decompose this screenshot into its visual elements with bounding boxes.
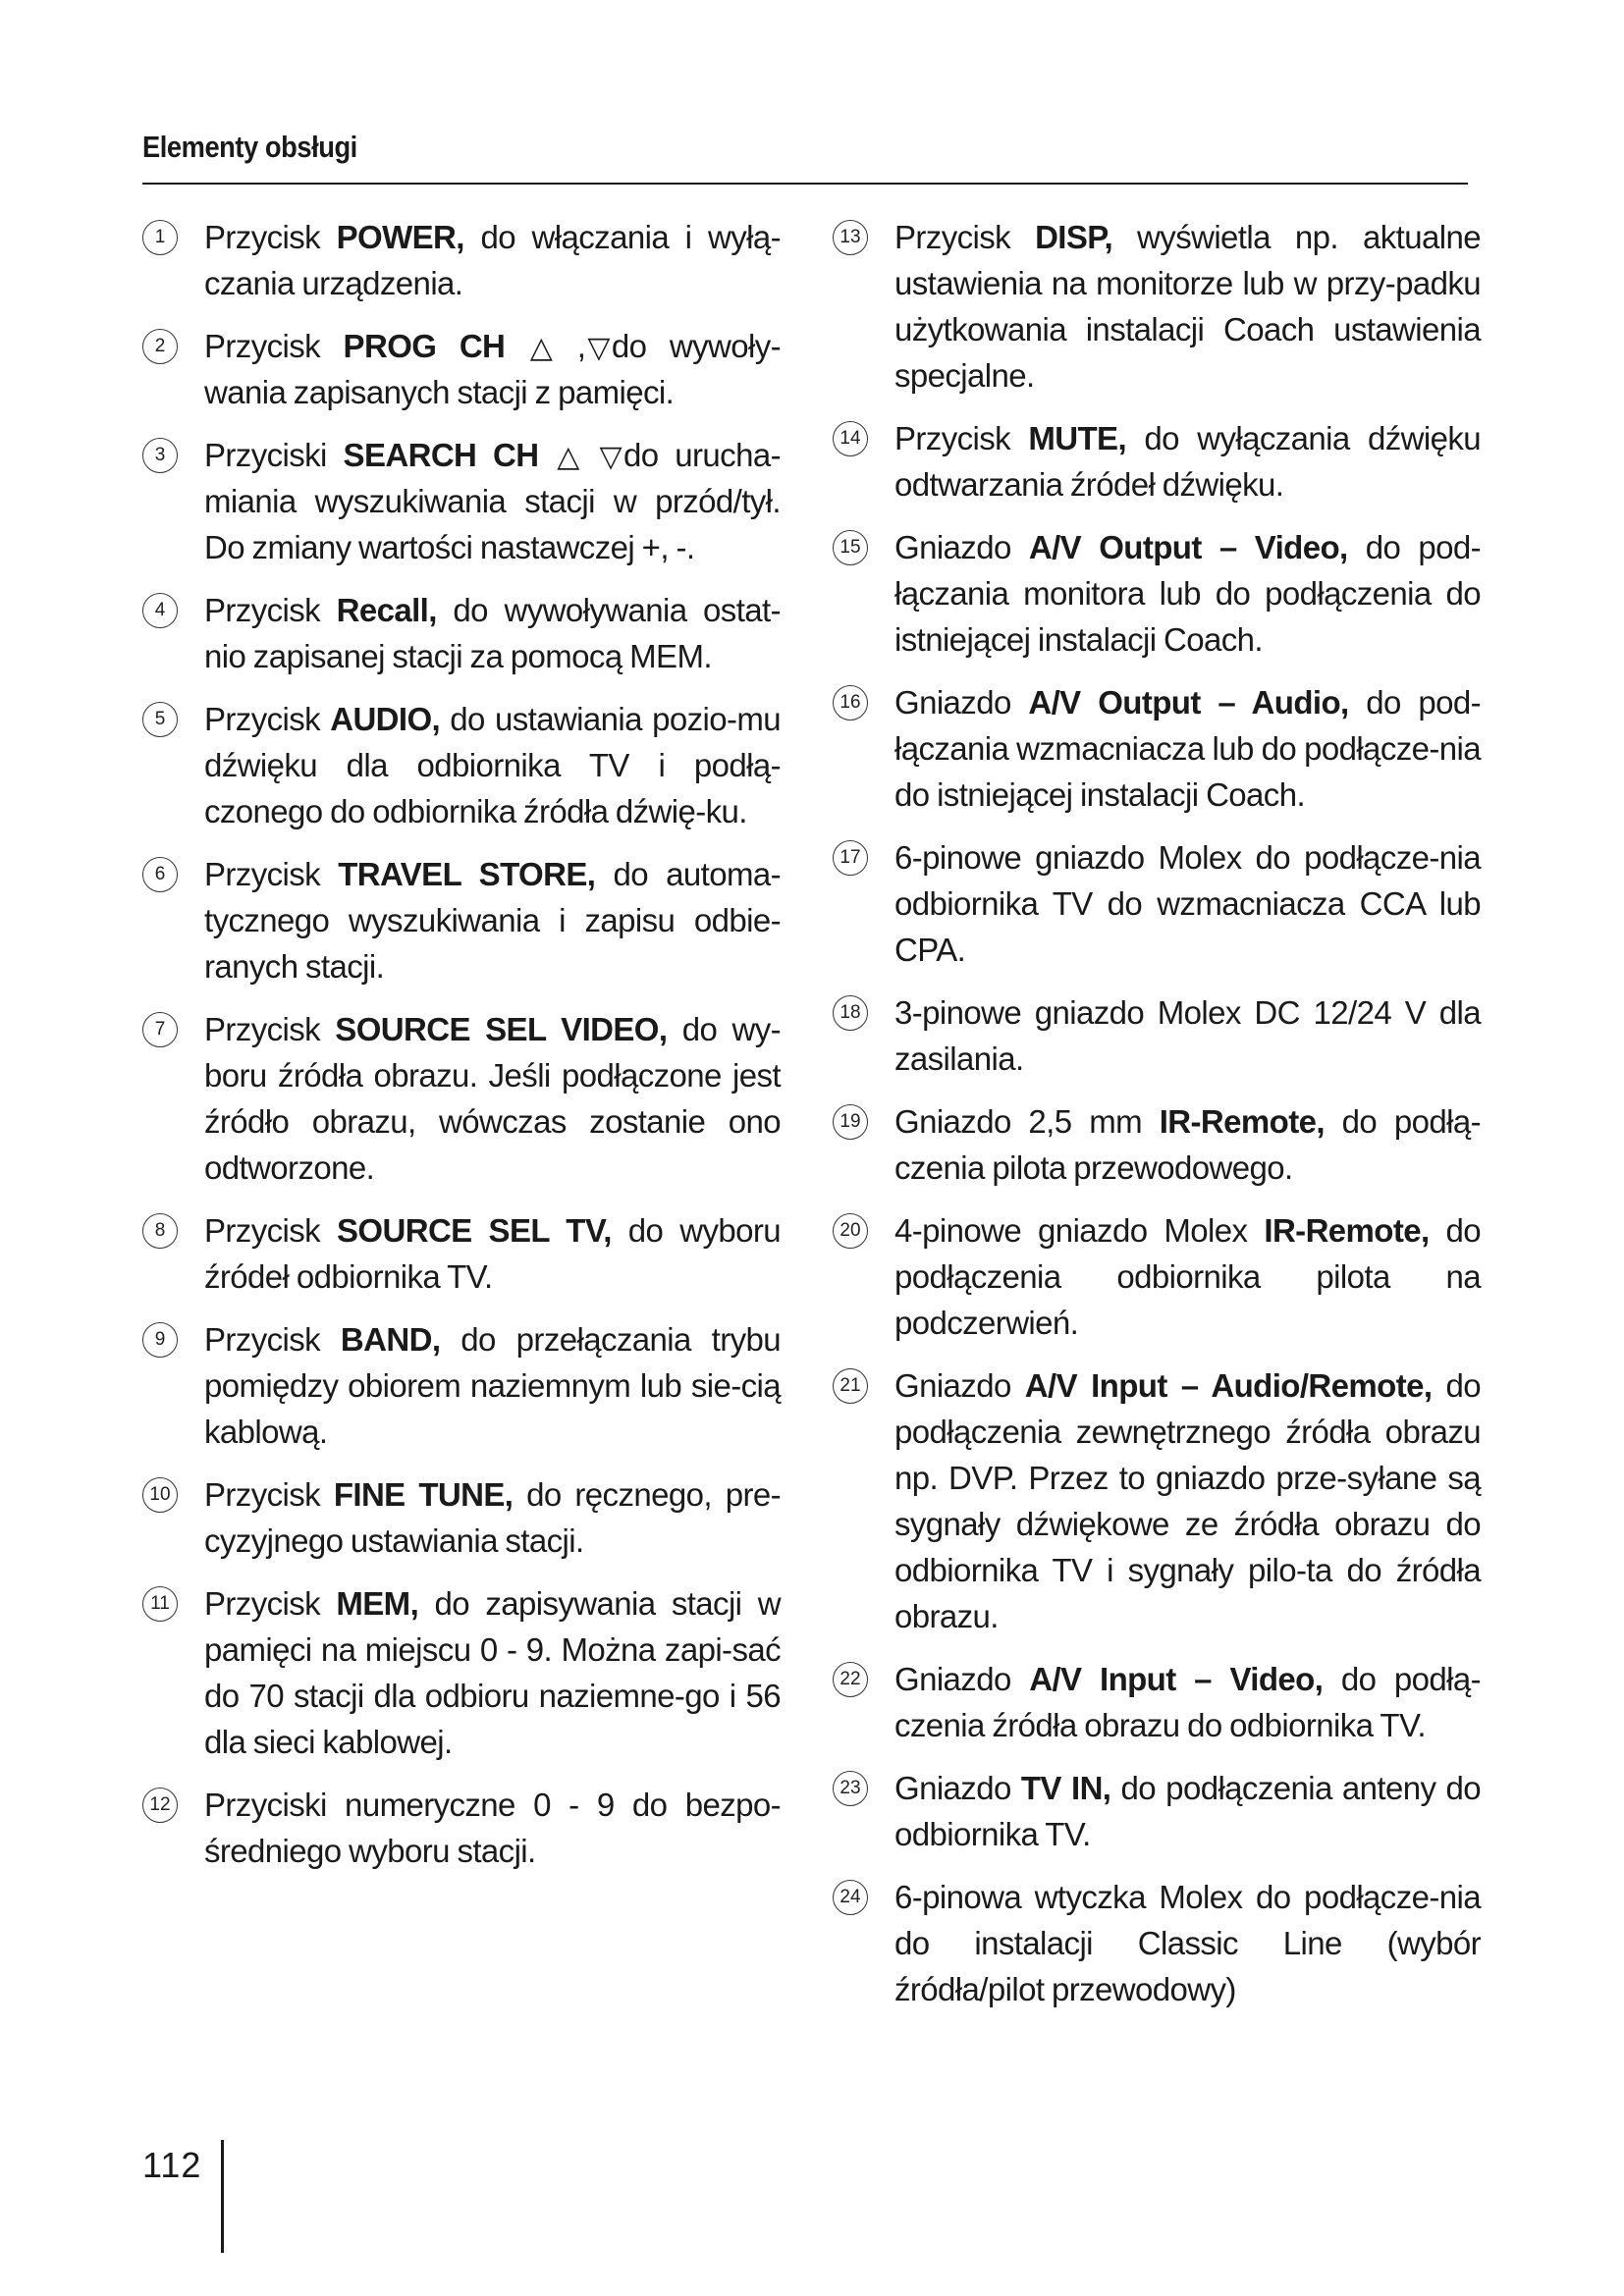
- item-control-name: TRAVEL STORE,: [338, 856, 596, 892]
- item-text-lead: Przycisk: [204, 219, 337, 255]
- item-text: [894, 1656, 1481, 1748]
- list-item: [833, 415, 1481, 507]
- item-control-name: AUDIO,: [330, 701, 441, 737]
- item-text-rest: do zapisywania stacji w pamięci na miejscu 0 - 9. Można zapi-sać do 70 stacji dla odbioru naziemne-go i 56 dla sieci kablowej.: [204, 1585, 781, 1760]
- triangle-up-icon: △: [529, 332, 553, 364]
- item-text: [204, 1207, 781, 1300]
- item-control-name: PROG CH: [343, 328, 528, 364]
- item-text-lead: Przyciski numeryczne 0 - 9 do bezpo-średniego wyboru stacji.: [204, 1787, 781, 1869]
- item-control-name: SEARCH CH: [343, 437, 556, 473]
- item-text-rest: do podłączenia zewnętrznego źródła obrazu np. DVP. Przez to gniazdo prze-syłane są sygnały dźwiękowe ze źródła obrazu do odbiornika TV i sygnały pilo-ta do źródła obrazu.: [894, 1367, 1481, 1634]
- item-text-lead: Gniazdo: [894, 1770, 1021, 1806]
- list-item: [833, 1765, 1481, 1857]
- item-number-badge: 8: [142, 1213, 178, 1249]
- list-item: [833, 834, 1481, 973]
- item-text: [204, 696, 781, 834]
- item-number-badge: 15: [833, 530, 868, 565]
- item-text: [204, 851, 781, 989]
- list-item: [142, 1471, 781, 1564]
- list-item: [833, 524, 1481, 663]
- item-text-rest: do podłą-czenia źródła obrazu do odbiornika TV.: [894, 1661, 1481, 1743]
- item-text: [894, 1098, 1481, 1191]
- item-text-lead: Przycisk: [204, 592, 337, 628]
- item-text: [204, 432, 781, 570]
- item-text: [894, 1874, 1481, 2012]
- item-text: [894, 834, 1481, 973]
- list-item: [142, 1207, 781, 1300]
- section-title: Elementy obsługi: [142, 130, 357, 164]
- item-text-rest: do wyboru źródeł odbiornika TV.: [204, 1212, 781, 1295]
- list-item: [142, 1006, 781, 1191]
- item-number-badge: 9: [142, 1322, 178, 1358]
- page-number: 112: [142, 2145, 202, 2185]
- item-text-rest: do podłą-czenia pilota przewodowego.: [894, 1103, 1481, 1186]
- list-item: [833, 1874, 1481, 2012]
- item-text: [894, 1765, 1481, 1857]
- item-text-lead: Gniazdo 2,5 mm: [894, 1103, 1160, 1140]
- item-control-name: SOURCE SEL VIDEO,: [335, 1011, 668, 1047]
- item-text-lead: Przycisk: [204, 1212, 337, 1249]
- item-text-lead: 6-pinowa wtyczka Molex do podłącze-nia do instalacji Classic Line (wybór źródła/pilot przewodowy): [894, 1879, 1481, 2007]
- item-control-name: MUTE,: [1028, 420, 1127, 456]
- item-text-lead: Przycisk: [204, 328, 344, 364]
- item-number-badge: 5: [142, 702, 178, 737]
- item-text-rest: do wyłączania dźwięku odtwarzania źródeł dźwięku.: [894, 420, 1481, 503]
- item-text-lead: 4-pinowe gniazdo Molex: [894, 1212, 1265, 1249]
- item-number-badge: 3: [142, 438, 178, 473]
- item-text: [894, 1362, 1481, 1639]
- item-control-name: IR-Remote,: [1264, 1212, 1430, 1249]
- item-text-lead: Przycisk: [204, 1321, 341, 1358]
- item-number-badge: 10: [142, 1477, 178, 1513]
- list-item: [833, 214, 1481, 399]
- list-item: [833, 1098, 1481, 1191]
- list-item: [833, 1207, 1481, 1346]
- item-text-lead: Przycisk: [204, 701, 331, 737]
- item-control-name: A/V Input – Audio/Remote,: [1024, 1367, 1433, 1404]
- item-text: [894, 214, 1481, 399]
- item-text-rest: do podłączenia odbiornika pilota na podczerwień.: [894, 1212, 1482, 1341]
- item-text-rest: do włączania i wyłą-czania urządzenia.: [204, 219, 781, 301]
- right-column: [833, 214, 1481, 2029]
- item-text-lead: Przycisk: [204, 856, 339, 892]
- list-item: [142, 851, 781, 989]
- item-text-lead: 3-pinowe gniazdo Molex DC 12/24 V dla zasilania.: [894, 994, 1481, 1077]
- item-text-rest: do automa-tycznego wyszukiwania i zapisu odbie-ranych stacji.: [204, 856, 781, 985]
- item-number-badge: 20: [833, 1213, 868, 1249]
- list-item: [833, 1656, 1481, 1748]
- left-column: [142, 214, 781, 1891]
- item-text: [894, 679, 1481, 818]
- item-number-badge: 17: [833, 840, 868, 876]
- item-text-rest: do przełączania trybu pomiędzy obiorem naziemnym lub sie-cią kablową.: [204, 1321, 781, 1450]
- item-number-badge: 2: [142, 329, 178, 364]
- item-text: [894, 989, 1481, 1082]
- list-item: [142, 323, 781, 415]
- item-text-lead: Przycisk: [204, 1011, 336, 1047]
- item-text: [204, 1782, 781, 1874]
- item-text: [204, 1006, 781, 1191]
- item-separator: [581, 437, 598, 473]
- list-item: [833, 679, 1481, 818]
- list-item: [142, 1316, 781, 1455]
- item-number-badge: 4: [142, 593, 178, 628]
- item-number-badge: 6: [142, 857, 178, 892]
- list-item: [833, 1362, 1481, 1639]
- item-text-rest: do pod-łączania monitora lub do podłączenia do istniejącej instalacji Coach.: [894, 529, 1482, 658]
- item-control-name: A/V Output – Audio,: [1028, 684, 1349, 721]
- item-text-lead: Gniazdo: [894, 1661, 1030, 1697]
- item-text: [204, 1580, 781, 1765]
- item-number-badge: 13: [833, 220, 868, 255]
- triangle-down-icon: ▽: [599, 441, 623, 473]
- list-item: [142, 1782, 781, 1874]
- list-item: [142, 1580, 781, 1765]
- item-number-badge: 12: [142, 1788, 178, 1823]
- item-text-rest: do wywoły-wania zapisanych stacji z pamięci.: [204, 328, 781, 410]
- page-header: [142, 126, 1468, 185]
- item-control-name: BAND,: [340, 1321, 441, 1358]
- item-number-badge: 23: [833, 1771, 868, 1806]
- item-number-badge: 7: [142, 1012, 178, 1047]
- item-text-rest: do pod-łączania wzmacniacza lub do podłącze-nia do istniejącej instalacji Coach.: [894, 684, 1482, 813]
- item-number-badge: 16: [833, 685, 868, 721]
- item-control-name: FINE TUNE,: [333, 1476, 514, 1513]
- item-text-lead: Przycisk: [894, 420, 1029, 456]
- item-text-rest: do podłączenia anteny do odbiornika TV.: [894, 1770, 1482, 1852]
- page-number-divider: [221, 2140, 224, 2253]
- item-text-rest: do wy-boru źródła obrazu. Jeśli podłączone jest źródło obrazu, wówczas zostanie ono odtworzone.: [204, 1011, 781, 1186]
- item-control-name: MEM,: [336, 1585, 419, 1622]
- item-number-badge: 14: [833, 421, 868, 456]
- item-text-rest: wyświetla np. aktualne ustawienia na monitorze lub w przy-padku użytkowania instalacji Coach ustawienia specjalne.: [894, 219, 1481, 394]
- item-number-badge: 18: [833, 995, 868, 1031]
- item-control-name: A/V Output – Video,: [1028, 529, 1348, 565]
- item-text-lead: Przycisk: [204, 1476, 334, 1513]
- item-control-name: Recall,: [336, 592, 437, 628]
- list-item: [142, 587, 781, 679]
- item-control-name: A/V Input – Video,: [1029, 1661, 1324, 1697]
- item-text-rest: do ręcznego, pre-cyzyjnego ustawiania stacji.: [204, 1476, 781, 1559]
- list-item: [833, 989, 1481, 1082]
- item-text-lead: Przyciski: [204, 437, 344, 473]
- item-text-rest: do urucha-miania wyszukiwania stacji w przód/tył. Do zmiany wartości nastawczej +, -.: [204, 437, 781, 565]
- list-item: [142, 432, 781, 570]
- item-text-lead: Przycisk: [894, 219, 1036, 255]
- item-text-lead: Przycisk: [204, 1585, 337, 1622]
- list-item: [142, 696, 781, 834]
- item-text: [204, 1471, 781, 1564]
- item-number-badge: 21: [833, 1368, 868, 1404]
- item-control-name: POWER,: [336, 219, 464, 255]
- item-text-rest: do ustawiania pozio-mu dźwięku dla odbiornika TV i podłą-czonego do odbiornika źródła dźwię-ku.: [204, 701, 782, 829]
- triangle-down-icon: ▽: [587, 332, 610, 364]
- item-text: [894, 415, 1481, 507]
- item-number-badge: 22: [833, 1662, 868, 1697]
- item-text: [894, 1207, 1481, 1346]
- item-text: [894, 524, 1481, 663]
- item-separator: ,: [554, 328, 586, 364]
- item-text-rest: do wywoływania ostat-nio zapisanej stacji za pomocą MEM.: [204, 592, 781, 674]
- item-number-badge: 24: [833, 1880, 868, 1915]
- item-text-lead: Gniazdo: [894, 684, 1029, 721]
- item-number-badge: 11: [142, 1586, 178, 1622]
- item-control-name: IR-Remote,: [1159, 1103, 1325, 1140]
- item-text: [204, 323, 781, 415]
- item-text: [204, 1316, 781, 1455]
- item-control-name: TV IN,: [1020, 1770, 1111, 1806]
- item-number-badge: 19: [833, 1104, 868, 1140]
- item-text: [204, 587, 781, 679]
- triangle-up-icon: △: [557, 441, 579, 473]
- item-control-name: SOURCE SEL TV,: [337, 1212, 612, 1249]
- item-text: [204, 214, 781, 306]
- item-number-badge: 1: [142, 220, 178, 255]
- item-text-lead: Gniazdo: [894, 529, 1029, 565]
- item-text-lead: Gniazdo: [894, 1367, 1025, 1404]
- list-item: [142, 214, 781, 306]
- item-control-name: DISP,: [1035, 219, 1113, 255]
- item-text-lead: 6-pinowe gniazdo Molex do podłącze-nia odbiornika TV do wzmacniacza CCA lub CPA.: [894, 839, 1481, 968]
